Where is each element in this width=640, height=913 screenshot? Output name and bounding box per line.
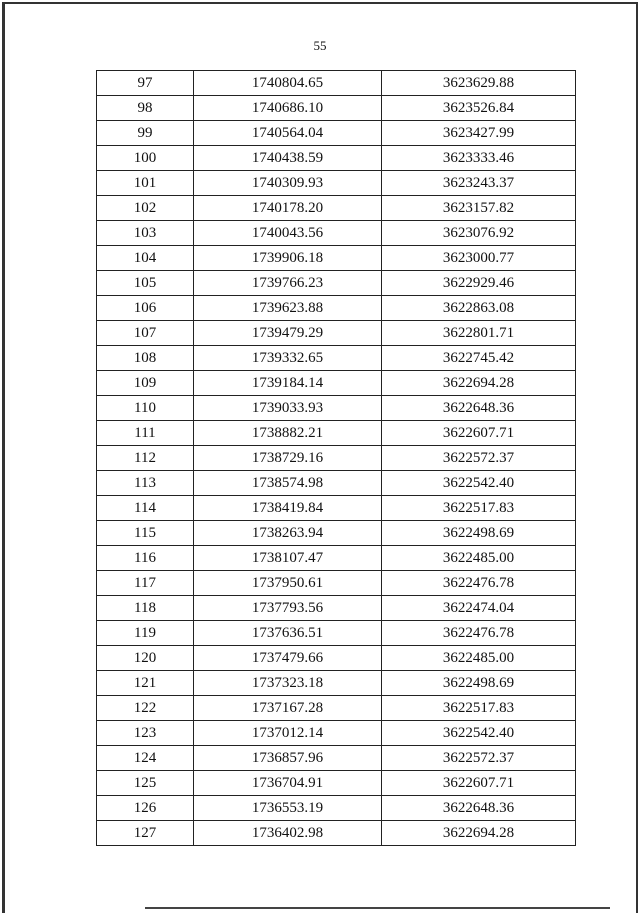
x-coordinate-cell: 1739033.93 (194, 396, 382, 421)
point-number-cell: 106 (97, 296, 194, 321)
point-number-cell: 115 (97, 521, 194, 546)
y-coordinate-cell: 3623157.82 (382, 196, 576, 221)
x-coordinate-cell: 1740043.56 (194, 221, 382, 246)
y-coordinate-cell: 3622648.36 (382, 796, 576, 821)
table-row (97, 546, 576, 571)
x-coordinate-cell: 1737479.66 (194, 646, 382, 671)
x-coordinate-cell: 1739906.18 (194, 246, 382, 271)
table-row (97, 621, 576, 646)
table-row (97, 271, 576, 296)
table-row (97, 221, 576, 246)
y-coordinate-cell: 3623526.84 (382, 96, 576, 121)
point-number-cell: 103 (97, 221, 194, 246)
x-coordinate-cell: 1739766.23 (194, 271, 382, 296)
x-coordinate-cell: 1739332.65 (194, 346, 382, 371)
y-coordinate-cell: 3622476.78 (382, 571, 576, 596)
y-coordinate-cell: 3622498.69 (382, 671, 576, 696)
x-coordinate-cell: 1739479.29 (194, 321, 382, 346)
y-coordinate-cell: 3622485.00 (382, 546, 576, 571)
table-row (97, 521, 576, 546)
point-number-cell: 108 (97, 346, 194, 371)
table-row (97, 596, 576, 621)
table-row (97, 96, 576, 121)
y-coordinate-cell: 3622607.71 (382, 421, 576, 446)
table-row (97, 721, 576, 746)
point-number-cell: 124 (97, 746, 194, 771)
point-number-cell: 107 (97, 321, 194, 346)
point-number-cell: 98 (97, 96, 194, 121)
table-row (97, 71, 576, 96)
x-coordinate-cell: 1736402.98 (194, 821, 382, 846)
table-row (97, 446, 576, 471)
table-row (97, 346, 576, 371)
point-number-cell: 112 (97, 446, 194, 471)
point-number-cell: 117 (97, 571, 194, 596)
y-coordinate-cell: 3622485.00 (382, 646, 576, 671)
x-coordinate-cell: 1738419.84 (194, 496, 382, 521)
x-coordinate-cell: 1736857.96 (194, 746, 382, 771)
table-row (97, 646, 576, 671)
table-row (97, 371, 576, 396)
table-row (97, 746, 576, 771)
page-border-bottom (145, 907, 610, 909)
point-number-cell: 97 (97, 71, 194, 96)
y-coordinate-cell: 3623333.46 (382, 146, 576, 171)
point-number-cell: 110 (97, 396, 194, 421)
table-row (97, 146, 576, 171)
x-coordinate-cell: 1740309.93 (194, 171, 382, 196)
y-coordinate-cell: 3622607.71 (382, 771, 576, 796)
table-row (97, 196, 576, 221)
x-coordinate-cell: 1737167.28 (194, 696, 382, 721)
y-coordinate-cell: 3622542.40 (382, 471, 576, 496)
x-coordinate-cell: 1738882.21 (194, 421, 382, 446)
y-coordinate-cell: 3622863.08 (382, 296, 576, 321)
x-coordinate-cell: 1738729.16 (194, 446, 382, 471)
page-border-top (3, 2, 637, 4)
x-coordinate-cell: 1740564.04 (194, 121, 382, 146)
x-coordinate-cell: 1740804.65 (194, 71, 382, 96)
point-number-cell: 121 (97, 671, 194, 696)
table-row (97, 246, 576, 271)
point-number-cell: 113 (97, 471, 194, 496)
x-coordinate-cell: 1740438.59 (194, 146, 382, 171)
point-number-cell: 118 (97, 596, 194, 621)
table-row (97, 696, 576, 721)
y-coordinate-cell: 3622517.83 (382, 496, 576, 521)
table-row (97, 121, 576, 146)
y-coordinate-cell: 3622572.37 (382, 446, 576, 471)
y-coordinate-cell: 3622474.04 (382, 596, 576, 621)
y-coordinate-cell: 3623427.99 (382, 121, 576, 146)
point-number-cell: 127 (97, 821, 194, 846)
point-number-cell: 114 (97, 496, 194, 521)
page-number: 55 (313, 38, 327, 53)
point-number-cell: 120 (97, 646, 194, 671)
y-coordinate-cell: 3622498.69 (382, 521, 576, 546)
x-coordinate-cell: 1737012.14 (194, 721, 382, 746)
table-row (97, 496, 576, 521)
table-row (97, 296, 576, 321)
x-coordinate-cell: 1738107.47 (194, 546, 382, 571)
y-coordinate-cell: 3622517.83 (382, 696, 576, 721)
x-coordinate-cell: 1738574.98 (194, 471, 382, 496)
x-coordinate-cell: 1739623.88 (194, 296, 382, 321)
point-number-cell: 111 (97, 421, 194, 446)
point-number-cell: 102 (97, 196, 194, 221)
table-row (97, 796, 576, 821)
table-row (97, 571, 576, 596)
y-coordinate-cell: 3622694.28 (382, 371, 576, 396)
table-row (97, 771, 576, 796)
y-coordinate-cell: 3623629.88 (382, 71, 576, 96)
table-row (97, 396, 576, 421)
y-coordinate-cell: 3622694.28 (382, 821, 576, 846)
y-coordinate-cell: 3622929.46 (382, 271, 576, 296)
y-coordinate-cell: 3623076.92 (382, 221, 576, 246)
y-coordinate-cell: 3623000.77 (382, 246, 576, 271)
point-number-cell: 105 (97, 271, 194, 296)
point-number-cell: 123 (97, 721, 194, 746)
page-border-right (636, 2, 638, 913)
x-coordinate-cell: 1740178.20 (194, 196, 382, 221)
x-coordinate-cell: 1737950.61 (194, 571, 382, 596)
y-coordinate-cell: 3623243.37 (382, 171, 576, 196)
table-row (97, 321, 576, 346)
coordinate-table (96, 70, 576, 846)
page-border-left (2, 2, 5, 913)
point-number-cell: 119 (97, 621, 194, 646)
point-number-cell: 100 (97, 146, 194, 171)
point-number-cell: 109 (97, 371, 194, 396)
x-coordinate-cell: 1738263.94 (194, 521, 382, 546)
point-number-cell: 122 (97, 696, 194, 721)
y-coordinate-cell: 3622542.40 (382, 721, 576, 746)
table-row (97, 171, 576, 196)
point-number-cell: 101 (97, 171, 194, 196)
point-number-cell: 116 (97, 546, 194, 571)
y-coordinate-cell: 3622476.78 (382, 621, 576, 646)
point-number-cell: 104 (97, 246, 194, 271)
point-number-cell: 125 (97, 771, 194, 796)
table-row (97, 671, 576, 696)
table-row (97, 471, 576, 496)
x-coordinate-cell: 1740686.10 (194, 96, 382, 121)
y-coordinate-cell: 3622801.71 (382, 321, 576, 346)
point-number-cell: 126 (97, 796, 194, 821)
table-row (97, 821, 576, 846)
x-coordinate-cell: 1739184.14 (194, 371, 382, 396)
table-row (97, 421, 576, 446)
x-coordinate-cell: 1737636.51 (194, 621, 382, 646)
point-number-cell: 99 (97, 121, 194, 146)
x-coordinate-cell: 1736704.91 (194, 771, 382, 796)
coordinate-table-body (97, 71, 576, 846)
x-coordinate-cell: 1736553.19 (194, 796, 382, 821)
y-coordinate-cell: 3622648.36 (382, 396, 576, 421)
x-coordinate-cell: 1737323.18 (194, 671, 382, 696)
y-coordinate-cell: 3622745.42 (382, 346, 576, 371)
x-coordinate-cell: 1737793.56 (194, 596, 382, 621)
y-coordinate-cell: 3622572.37 (382, 746, 576, 771)
